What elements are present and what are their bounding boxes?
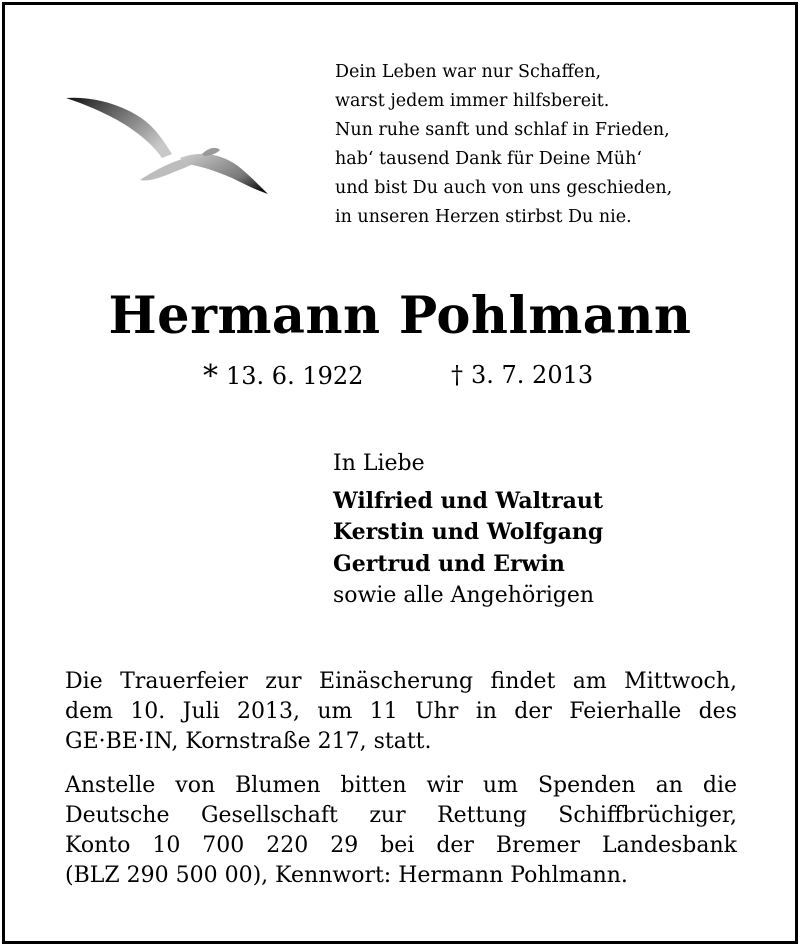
death-cross-icon: † — [451, 361, 463, 389]
poem-line: in unseren Herzen stirbst Du nie. — [335, 207, 632, 227]
birth-star-icon: * — [203, 359, 218, 394]
death-date — [451, 360, 593, 390]
deceased-name: Hermann Pohlmann — [108, 286, 692, 346]
mourner-family: Wilfried und Waltraut — [333, 487, 604, 514]
donation-notice — [65, 771, 737, 891]
mourner-family: Gertrud und Erwin — [333, 550, 565, 577]
poem-line: Dein Leben war nur Schaffen, — [335, 62, 602, 82]
funeral-notice-line: Die Trauerfeier zur Einäscherung findet am Mittwoch, — [65, 669, 737, 694]
funeral-notice — [65, 667, 737, 757]
poem-line: warst jedem immer hilfsbereit. — [335, 91, 610, 111]
funeral-notice-line: dem 10. Juli 2013, um 11 Uhr in der Feierhalle des — [65, 699, 737, 724]
poem-line: Nun ruhe sanft und schlaf in Frieden, — [335, 120, 670, 140]
poem-line: und bist Du auch von uns geschieden, — [335, 178, 673, 198]
death-date-value: 3. 7. 2013 — [471, 361, 594, 389]
donation-notice-line: (BLZ 290 500 00), Kennwort: Hermann Pohlmann. — [65, 863, 628, 888]
donation-notice-line: Deutsche Gesellschaft zur Rettung Schiffbrüchiger, — [65, 803, 737, 828]
seagull-icon — [62, 88, 272, 198]
funeral-notice-line: GE·BE·IN, Kornstraße 217, statt. — [65, 729, 432, 754]
mourners — [333, 448, 603, 612]
birth-date — [203, 359, 364, 394]
donation-notice-line: Anstelle von Blumen bitten wir um Spenden an die — [65, 773, 737, 798]
mourners-intro: In Liebe — [333, 451, 425, 476]
poem-line: hab‘ tausend Dank für Deine Müh‘ — [335, 149, 642, 169]
mourner-family: Kerstin und Wolfgang — [333, 519, 604, 545]
poem — [335, 58, 672, 232]
mourners-others: sowie alle Angehörigen — [333, 583, 595, 608]
donation-notice-line: Konto 10 700 220 29 bei der Bremer Landesbank — [65, 833, 737, 858]
birth-date-value: 13. 6. 1922 — [226, 362, 364, 390]
